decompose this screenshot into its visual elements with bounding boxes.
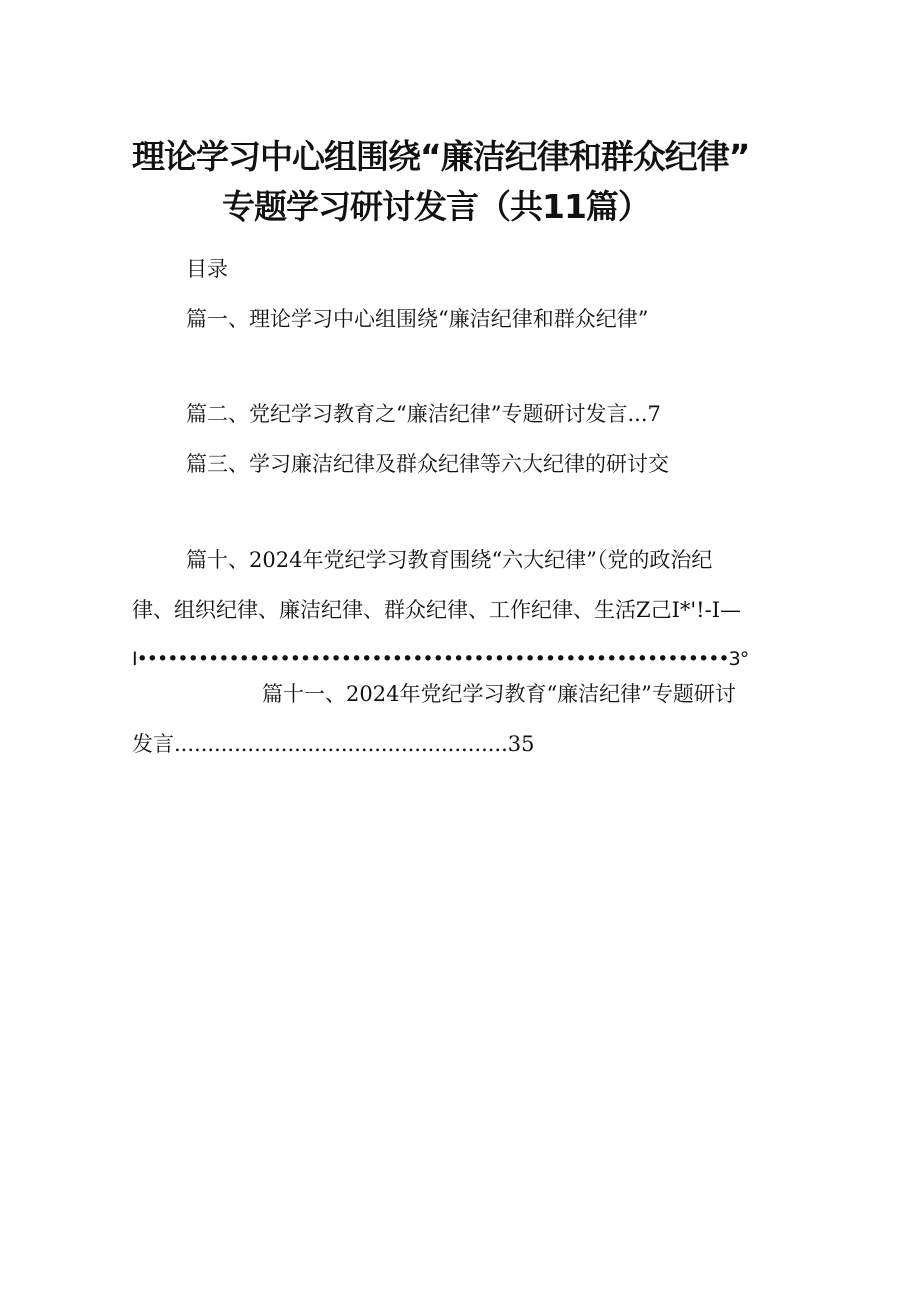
toc-entry-10-line-3: I••••••••••••••••••••••••••••••••••••••••••••••••••••••••••3° (132, 648, 749, 670)
toc-entry-3: 篇三、学习廉洁纪律及群众纪律等六大纪律的研讨交 (186, 452, 669, 476)
document-title-line-1: 理论学习中心组围绕“廉洁纪律和群众纪律” (132, 137, 750, 176)
document-title-line-2: 专题学习研讨发言（共11篇） (222, 187, 650, 226)
toc-entry-2: 篇二、党纪学习教育之“廉洁纪律”专题研讨发言...7 (186, 402, 661, 426)
toc-entry-1: 篇一、理论学习中心组围绕“廉洁纪律和群众纪律” (186, 307, 649, 331)
toc-label: 目录 (186, 257, 228, 281)
toc-entry-10-line-2: 律、组织纪律、廉洁纪律、群众纪律、工作纪律、生活Z己I*'!-I— (132, 598, 741, 622)
toc-entry-11-line-1: 篇十一、2024年党纪学习教育“廉洁纪律”专题研讨 (262, 682, 736, 706)
toc-entry-11-line-2: 发言..................................................35 (132, 732, 535, 756)
toc-entry-10-line-1: 篇十、2024年党纪学习教育围绕“六大纪律”（党的政治纪 (186, 548, 713, 572)
